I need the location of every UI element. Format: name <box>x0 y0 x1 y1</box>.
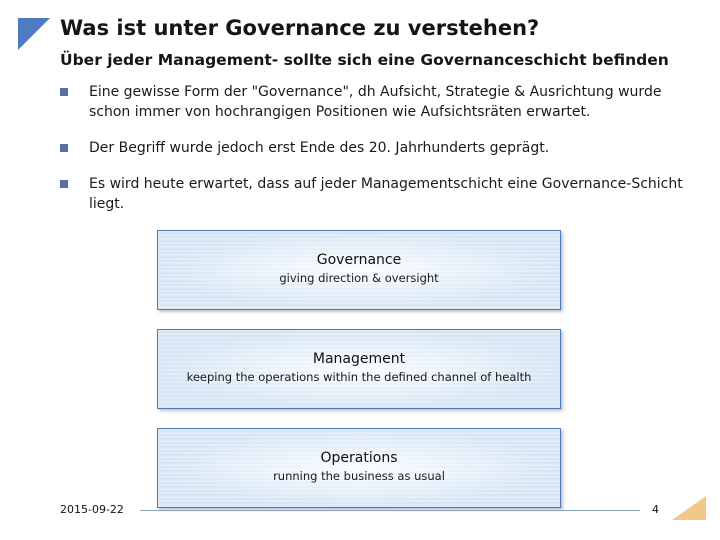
corner-triangle-icon <box>18 18 50 50</box>
bullet-item <box>60 174 700 214</box>
page-number: 4 <box>652 503 659 516</box>
bullet-item <box>60 138 700 158</box>
bullet-square-icon <box>60 144 68 152</box>
bullet-text: Der Begriff wurde jedoch erst Ende des 20. Jahrhunderts geprägt. <box>89 140 550 156</box>
logo-icon <box>672 496 706 520</box>
layer-title: Operations <box>320 450 398 466</box>
bullet-list <box>60 82 700 214</box>
footer-divider <box>140 510 640 511</box>
layer-title: Management <box>312 351 406 367</box>
footer-date: 2015-09-22 <box>60 503 124 516</box>
bullet-square-icon <box>60 180 68 188</box>
layer-description: keeping the operations within the defined channel of health <box>186 370 532 384</box>
bullet-text: Eine gewisse Form der "Governance", dh Aufsicht, Strategie & Ausrichtung wurde schon immer von hochrangigen Positionen wie Aufsichtsräten erwartet. <box>89 84 662 120</box>
slide-title: Was ist unter Governance zu verstehen? <box>60 16 540 40</box>
layer-title: Governance <box>316 252 402 268</box>
bullet-square-icon <box>60 88 68 96</box>
bullet-item <box>60 82 700 122</box>
slide-subtitle: Über jeder Management- sollte sich eine Governanceschicht befinden <box>60 51 669 69</box>
layer-description: giving direction & oversight <box>279 271 439 285</box>
governance-layer-box <box>157 230 561 310</box>
management-layer-box <box>157 329 561 409</box>
operations-layer-box <box>157 428 561 508</box>
layer-description: running the business as usual <box>273 469 445 483</box>
bullet-text: Es wird heute erwartet, dass auf jeder Managementschicht eine Governance-Schicht liegt. <box>89 176 683 212</box>
